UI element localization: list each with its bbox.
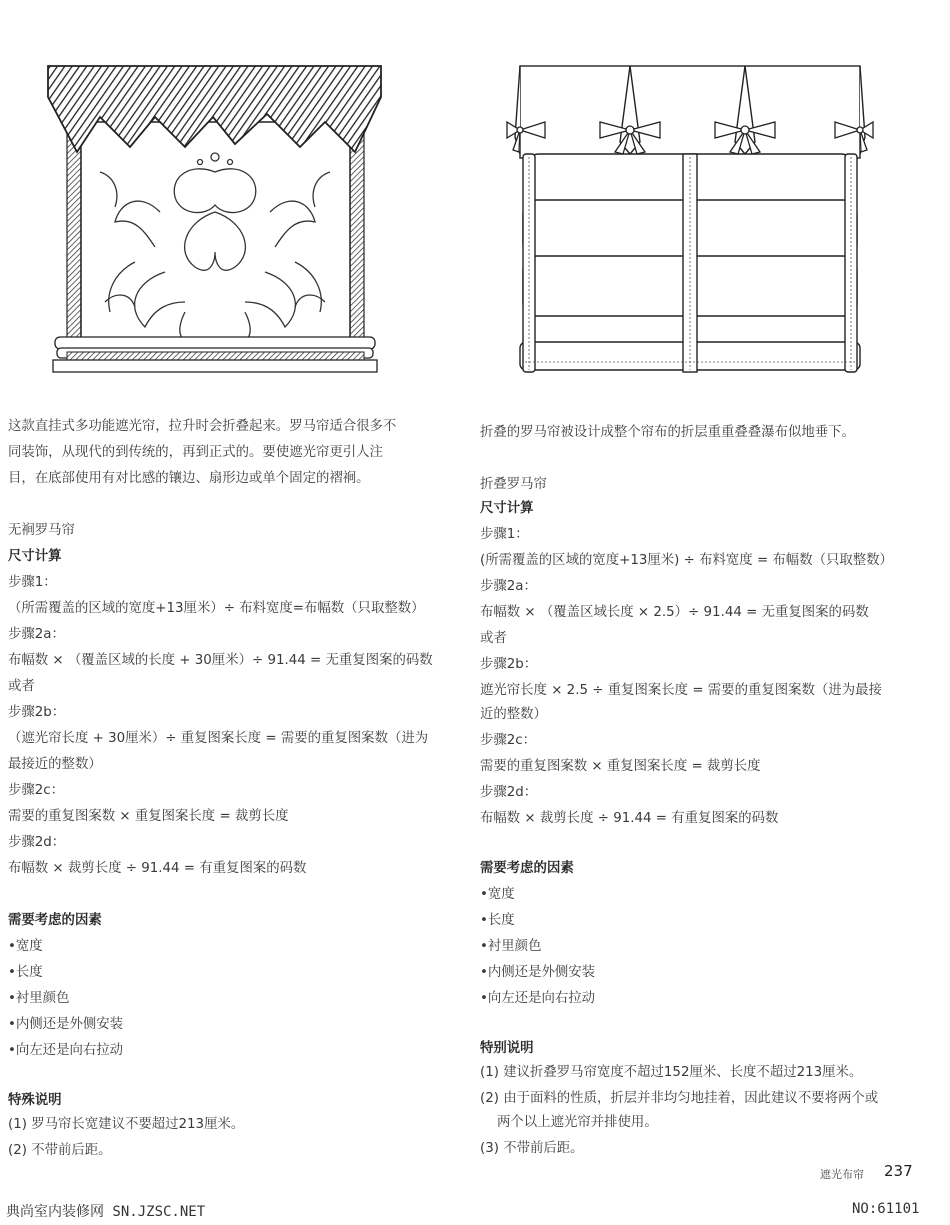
left-factors-heading: 需要考虑的因素: [8, 913, 102, 928]
left-step2b-label: 步骤2b：: [8, 705, 66, 720]
left-intro-line-3: 目，在底部使用有对比感的镶边、扇形边或单个固定的褶裥。: [8, 471, 370, 486]
right-intro: 折叠的罗马帘被设计成整个帘布的折层重重叠叠瀑布似地垂下。: [480, 425, 855, 440]
left-step1-line: （所需覆盖的区域的宽度+13厘米）÷ 布料宽度=布幅数（只取整数）: [8, 601, 425, 616]
left-step2c-line: 需要的重复图案数 × 重复图案长度 = 裁剪长度: [8, 809, 289, 824]
right-calc-heading: 尺寸计算: [480, 501, 534, 516]
left-step2b-line-2: 最接近的整数）: [8, 757, 102, 772]
left-note-item: (2) 不带前后距。: [8, 1143, 112, 1158]
right-factor-item: •向左还是向右拉动: [480, 991, 596, 1006]
left-step2a-or: 或者: [8, 679, 35, 694]
left-step1-label: 步骤1：: [8, 575, 57, 590]
watermark-left: 典尚室内装修网 SN.JZSC.NET: [6, 1204, 206, 1220]
right-step2a-or: 或者: [480, 631, 507, 646]
left-intro-line-1: 这款直挂式多功能遮光帘，拉升时会折叠起来。罗马帘适合很多不: [8, 419, 397, 434]
right-note-item: (1) 建议折叠罗马帘宽度不超过152厘米、长度不超过213厘米。: [480, 1065, 863, 1080]
right-step2a-label: 步骤2a：: [480, 579, 537, 594]
right-step2d-line: 布幅数 × 裁剪长度 ÷ 91.44 = 有重复图案的码数: [480, 811, 779, 826]
right-step1-label: 步骤1：: [480, 527, 529, 542]
right-step2b-line-2: 近的整数）: [480, 707, 547, 722]
left-step2b-line-1: （遮光帘长度 + 30厘米）÷ 重复图案长度 = 需要的重复图案数（进为: [8, 731, 429, 746]
left-title: 无裥罗马帘: [8, 523, 75, 538]
right-step2a-line: 布幅数 × （覆盖区域长度 × 2.5）÷ 91.44 = 无重复图案的码数: [480, 605, 869, 620]
right-notes-heading: 特别说明: [480, 1041, 534, 1056]
left-factor-item: •衬里颜色: [8, 991, 70, 1006]
left-factor-item: •向左还是向右拉动: [8, 1043, 124, 1058]
folded-roman-shade-illustration: [505, 62, 875, 380]
left-factor-item: •宽度: [8, 939, 43, 954]
right-step1-line: (所需覆盖的区域的宽度+13厘米) ÷ 布料宽度 = 布幅数（只取整数）: [480, 553, 893, 568]
left-note-item: (1) 罗马帘长宽建议不要超过213厘米。: [8, 1117, 245, 1132]
left-notes-heading: 特殊说明: [8, 1093, 62, 1108]
right-note-item: (2) 由于面料的性质，折层并非均匀地挂着，因此建议不要将两个或: [480, 1091, 879, 1106]
left-factor-item: •内侧还是外侧安装: [8, 1017, 124, 1032]
right-title: 折叠罗马帘: [480, 477, 547, 492]
left-step2d-line: 布幅数 × 裁剪长度 ÷ 91.44 = 有重复图案的码数: [8, 861, 307, 876]
left-intro-line-2: 同装饰，从现代的到传统的，再到正式的。要使遮光帘更引人注: [8, 445, 383, 460]
right-factor-item: •衬里颜色: [480, 939, 542, 954]
right-step2b-line-1: 遮光帘长度 × 2.5 ÷ 重复图案长度 = 需要的重复图案数（进为最接: [480, 683, 882, 698]
right-step2d-label: 步骤2d：: [480, 785, 538, 800]
valance-roman-shade-illustration: [45, 62, 385, 380]
right-factor-item: •宽度: [480, 887, 515, 902]
right-note-item: 两个以上遮光帘并排使用。: [480, 1115, 658, 1130]
left-calc-heading: 尺寸计算: [8, 549, 62, 564]
left-step2d-label: 步骤2d：: [8, 835, 66, 850]
right-factor-item: •内侧还是外侧安装: [480, 965, 596, 980]
page-number: 237: [884, 1162, 913, 1180]
footer-section-label: 遮光布帘: [820, 1168, 864, 1181]
right-step2c-label: 步骤2c：: [480, 733, 537, 748]
left-step2a-line: 布幅数 × （覆盖区域的长度 + 30厘米）÷ 91.44 = 无重复图案的码数: [8, 653, 433, 668]
left-factor-item: •长度: [8, 965, 43, 980]
left-step2c-label: 步骤2c：: [8, 783, 65, 798]
watermark-right: NO:61101: [852, 1201, 920, 1217]
right-note-item: (3) 不带前后距。: [480, 1141, 584, 1156]
right-step2b-label: 步骤2b：: [480, 657, 538, 672]
right-factor-item: •长度: [480, 913, 515, 928]
right-factors-heading: 需要考虑的因素: [480, 861, 574, 876]
left-step2a-label: 步骤2a：: [8, 627, 65, 642]
right-step2c-line: 需要的重复图案数 × 重复图案长度 = 裁剪长度: [480, 759, 761, 774]
